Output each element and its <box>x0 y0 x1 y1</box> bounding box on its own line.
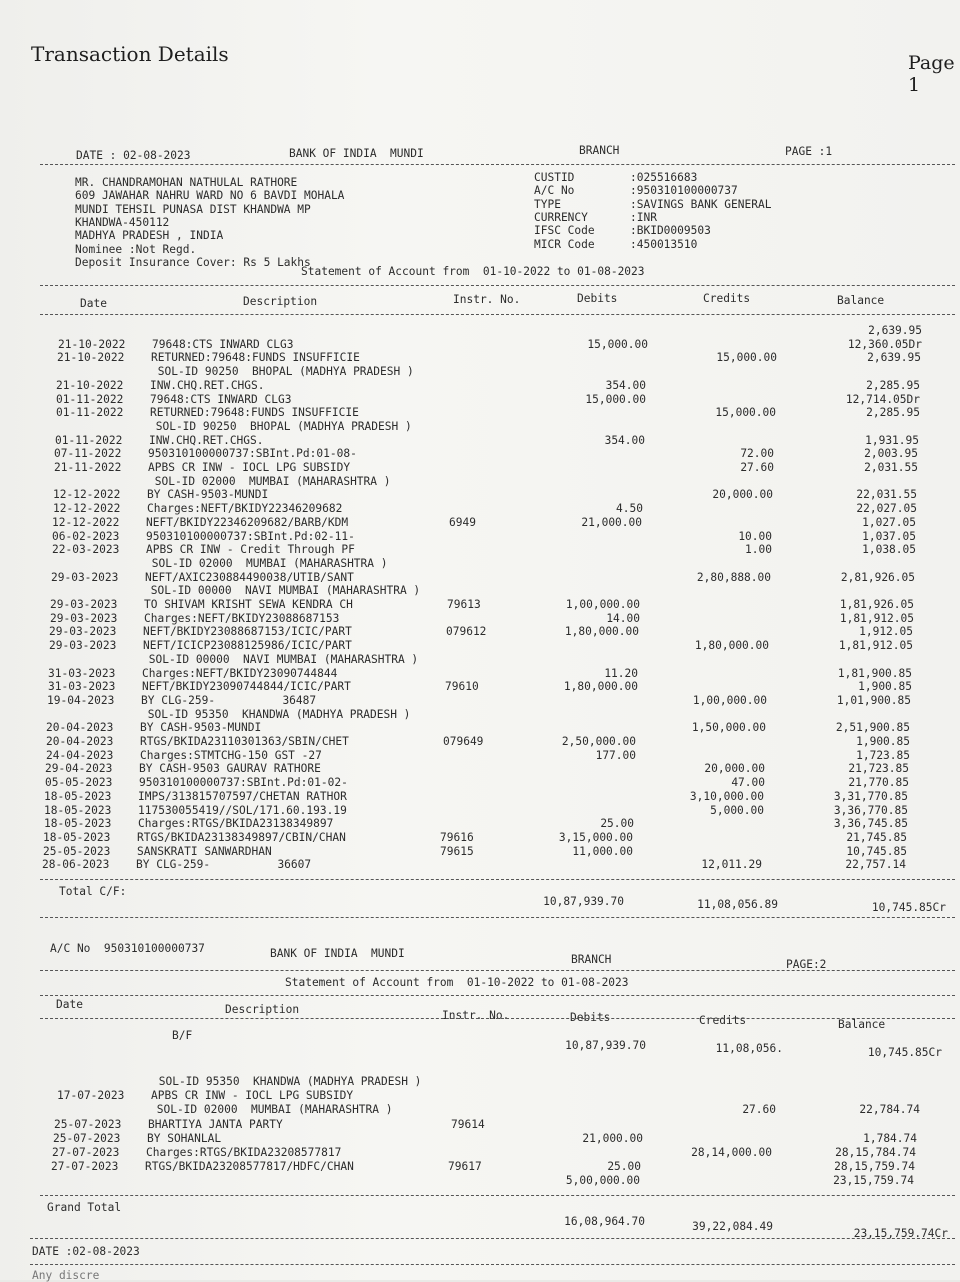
cell-description: BY CASH-9503-MUNDI <box>147 488 269 502</box>
cell-credit: 5,000.00 <box>710 803 764 817</box>
cell-balance: 21,745.85 <box>846 830 907 844</box>
cell-debit: 25.00 <box>600 817 634 831</box>
cell-balance: 22,757.14 <box>845 858 906 872</box>
table-row <box>0 365 959 378</box>
bf-label: B/F <box>172 1029 193 1042</box>
table-row <box>0 639 951 652</box>
divider <box>40 879 955 880</box>
table-row <box>0 845 945 858</box>
table-row <box>0 379 958 392</box>
cell-description: 950310100000737:SBInt.Pd:02-11- <box>146 529 355 543</box>
cell-balance: 2,51,900.85 <box>835 721 910 735</box>
cell-balance: 2,031.55 <box>864 461 918 474</box>
branch-label: BRANCH <box>571 953 612 966</box>
cell-balance: 23,15,759.74 <box>833 1174 914 1188</box>
cell-date: 24-04-2023 <box>46 748 114 762</box>
cell-balance: 28,15,784.74 <box>835 1146 916 1159</box>
col-debits: Debits <box>577 292 618 305</box>
cell-balance: 28,15,759.74 <box>834 1160 915 1174</box>
cell-description: Charges:NEFT/BKIDY23090744844 <box>142 666 338 680</box>
cell-description: SOL-ID 95350 KHANDWA (MADHYA PRADESH ) <box>141 707 411 721</box>
statement-period: Statement of Account from 01-10-2022 to 01-08-2023 <box>301 265 645 278</box>
cell-date: 18-05-2023 <box>44 789 112 803</box>
divider <box>30 1264 955 1265</box>
cell-balance: 22,784.74 <box>859 1103 920 1117</box>
cell-date: 25-07-2023 <box>53 1131 121 1145</box>
cell-credit: 2,80,888.00 <box>696 570 771 584</box>
table-row <box>0 338 960 351</box>
cell-balance: 1,81,900.85 <box>837 666 912 680</box>
cell-description: BHARTIYA JANTA PARTY <box>148 1117 283 1131</box>
cell-balance: 1,81,926.05 <box>839 598 914 611</box>
cell-balance: 2,003.95 <box>864 447 918 461</box>
cell-description: IMPS/313815707597/CHETAN RATHOR <box>138 789 347 803</box>
grand-total-debits: 16,08,964.70 <box>564 1215 645 1228</box>
cell-date: 25-07-2023 <box>54 1117 122 1131</box>
table-row <box>0 1146 954 1159</box>
customer-line: MUNDI TEHSIL PUNASA DIST KHANDWA MP <box>75 203 311 216</box>
cell-date: 18-05-2023 <box>44 817 112 831</box>
table-row <box>0 488 955 501</box>
cell-date: 21-11-2022 <box>54 461 122 474</box>
document-title: Transaction Details <box>31 42 229 66</box>
table-row <box>0 351 959 364</box>
cell-date: 29-04-2023 <box>45 762 113 776</box>
cell-description: APBS CR INW - IOCL LPG SUBSIDY <box>151 1089 354 1103</box>
cell-balance: 1,900.85 <box>858 680 912 694</box>
table-row <box>0 1075 960 1088</box>
cell-description: BY SOHANLAL <box>147 1131 222 1145</box>
customer-line: Deposit Insurance Cover: Rs 5 Lakhs <box>75 256 311 269</box>
cell-description: Charges:NEFT/BKIDY23088687153 <box>144 611 340 625</box>
cell-instr-no: 79610 <box>445 680 479 694</box>
cell-credit: 27.60 <box>742 1103 776 1117</box>
cell-date: 29-03-2023 <box>49 639 117 653</box>
customer-line: Nominee :Not Regd. <box>75 243 197 256</box>
acct-label: CUSTID <box>534 171 575 184</box>
cell-balance: 21,723.85 <box>848 762 909 776</box>
cell-date: 29-03-2023 <box>49 625 117 639</box>
divider <box>40 1018 955 1019</box>
table-row <box>0 584 952 597</box>
acct-label: A/C No <box>534 184 575 197</box>
cell-description: Charges:STMTCHG-150 GST -27 <box>140 748 322 762</box>
table-row <box>0 749 948 762</box>
table-row <box>0 653 950 666</box>
cell-balance: 2,81,926.05 <box>840 570 915 584</box>
acct-label: TYPE <box>534 198 561 211</box>
page-label: Page 1 <box>908 52 955 96</box>
cell-balance: 1,037.05 <box>862 529 916 543</box>
table-row <box>0 447 956 460</box>
cell-balance: 1,931.95 <box>865 433 919 447</box>
table-row <box>0 475 956 488</box>
total-balance: 10,745.85Cr <box>871 901 946 914</box>
cell-balance: 12,360.05Dr <box>847 337 922 351</box>
cell-description: SOL-ID 02000 MUMBAI (MAHARASHTRA ) <box>145 556 388 570</box>
cell-date: 21-10-2022 <box>57 351 125 365</box>
cell-balance: 21,770.85 <box>848 776 909 790</box>
acct-label: CURRENCY <box>534 211 588 224</box>
cell-description: BY CASH-9503-MUNDI <box>140 721 262 735</box>
cell-debit: 1,80,000.00 <box>564 625 639 639</box>
cell-debit: 15,000.00 <box>585 392 646 406</box>
cell-debit: 3,15,000.00 <box>558 830 633 844</box>
table-row <box>0 762 947 775</box>
cell-instr-no: 79615 <box>440 844 474 858</box>
customer-line: MADHYA PRADESH , INDIA <box>75 229 224 242</box>
cell-description: SOL-ID 90250 BHOPAL (MADHYA PRADESH ) <box>149 419 412 433</box>
cell-credit: 1,80,000.00 <box>694 639 769 653</box>
total-credits: 11,08,056.89 <box>697 898 778 911</box>
cell-description: 79648:CTS INWARD CLG3 <box>152 337 294 351</box>
customer-line: KHANDWA-450112 <box>75 216 170 229</box>
cell-date: 12-12-2022 <box>53 488 121 502</box>
cell-balance: 22,027.05 <box>856 502 917 516</box>
cell-balance: 1,027.05 <box>862 515 916 529</box>
divider <box>40 917 955 918</box>
cell-date: 31-03-2023 <box>48 680 116 694</box>
cell-credit: 20,000.00 <box>712 488 773 502</box>
cell-date: 05-05-2023 <box>45 776 113 790</box>
table-row <box>0 461 956 474</box>
cell-debit: 354.00 <box>605 378 646 392</box>
cell-credit: 1,00,000.00 <box>692 693 767 707</box>
cell-balance: 2,639.95 <box>868 324 922 337</box>
table-row <box>0 420 957 433</box>
cell-description: TO SHIVAM KRISHT SEWA KENDRA CH <box>144 598 353 611</box>
cell-debit: 11,000.00 <box>572 844 633 858</box>
cell-date: 25-05-2023 <box>43 844 111 858</box>
divider <box>30 1238 955 1239</box>
cell-credit: 15,000.00 <box>716 351 777 365</box>
cell-description: NEFT/BKIDY22346209682/BARB/KDM <box>146 515 349 529</box>
cell-debit: 25.00 <box>607 1160 641 1174</box>
customer-line: MR. CHANDRAMOHAN NATHULAL RATHORE <box>75 176 298 189</box>
page-number: PAGE :1 <box>785 145 833 158</box>
total-debits: 10,87,939.70 <box>543 895 624 908</box>
cell-date: 31-03-2023 <box>48 666 116 680</box>
table-row <box>0 858 944 871</box>
cell-balance: 2,639.95 <box>867 351 921 365</box>
divider <box>40 970 955 971</box>
cell-balance: 2,285.95 <box>866 406 920 420</box>
cell-balance: 3,36,770.85 <box>833 803 908 817</box>
cell-date: 01-11-2022 <box>56 392 124 406</box>
table-row <box>0 790 946 803</box>
cell-balance: 1,01,900.85 <box>836 693 911 707</box>
cell-description: RTGS/BKIDA23138349897/CBIN/CHAN <box>137 830 346 844</box>
divider <box>40 995 955 996</box>
acct-value: :BKID0009503 <box>630 224 711 237</box>
cell-date: 18-05-2023 <box>44 803 112 817</box>
total-cf-label: Total C/F: <box>59 885 127 898</box>
cell-debit: 11.20 <box>604 666 638 680</box>
cell-instr-no: 79613 <box>447 598 481 611</box>
table-row <box>0 516 954 529</box>
cell-date: 17-07-2023 <box>57 1089 125 1103</box>
cell-description: RETURNED:79648:FUNDS INSUFFICIE <box>150 406 359 420</box>
col-instr: Instr. No. <box>453 293 521 306</box>
cell-date: 27-07-2023 <box>52 1146 120 1159</box>
divider <box>40 285 955 286</box>
table-row <box>0 393 958 406</box>
cell-date: 29-03-2023 <box>51 570 119 584</box>
cell-date: 21-10-2022 <box>56 378 124 392</box>
footer-date: DATE :02-08-2023 <box>32 1245 140 1258</box>
acct-value: :SAVINGS BANK GENERAL <box>630 198 772 211</box>
col-balance: Balance <box>837 294 885 307</box>
divider <box>40 164 955 165</box>
cell-debit: 354.00 <box>604 433 645 447</box>
page-number: PAGE:2 <box>786 958 827 971</box>
cell-balance: 2,285.95 <box>866 378 920 392</box>
cell-date: 07-11-2022 <box>54 447 122 461</box>
cell-balance: 3,36,745.85 <box>833 817 908 831</box>
cell-description: SOL-ID 02000 MUMBAI (MAHARASHTRA ) <box>148 474 391 488</box>
table-row <box>0 804 946 817</box>
table-row <box>0 1174 952 1187</box>
cell-debit: 15,000.00 <box>587 337 648 351</box>
cell-date: 12-12-2022 <box>53 502 121 516</box>
table-row <box>0 1132 955 1145</box>
table-row <box>0 680 950 693</box>
cell-description: SOL-ID 02000 MUMBAI (MAHARASHTRA ) <box>150 1103 393 1117</box>
cell-credit: 10.00 <box>738 529 772 543</box>
table-row <box>0 1089 959 1102</box>
cell-balance: 1,038.05 <box>862 543 916 557</box>
col-debits: Debits <box>570 1011 611 1024</box>
cell-description: INW.CHQ.RET.CHGS. <box>149 433 264 447</box>
cell-debit: 21,000.00 <box>581 515 642 529</box>
grand-total-credits: 39,22,084.49 <box>692 1220 773 1233</box>
table-row <box>0 1103 958 1116</box>
table-row <box>0 776 947 789</box>
col-date: Date <box>80 297 107 310</box>
cell-description: NEFT/BKIDY23088687153/ICIC/PART <box>143 625 352 639</box>
table-row <box>0 831 945 844</box>
cell-balance: 1,81,912.05 <box>839 611 914 625</box>
bank-name: BANK OF INDIA MUNDI <box>270 947 405 960</box>
cell-description: INW.CHQ.RET.CHGS. <box>150 378 265 392</box>
table-row <box>0 612 952 625</box>
cell-date: 21-10-2022 <box>58 337 126 351</box>
cell-credit: 3,10,000.00 <box>689 789 764 803</box>
footer-note: Any discre <box>32 1269 100 1282</box>
table-row <box>0 543 954 556</box>
cell-date: 27-07-2023 <box>51 1160 119 1174</box>
cell-description: Charges:RTGS/BKIDA23208577817 <box>146 1146 342 1159</box>
cell-date: 18-05-2023 <box>43 830 111 844</box>
table-row <box>0 598 952 611</box>
table-row <box>0 434 957 447</box>
cell-balance: 1,723.85 <box>856 748 910 762</box>
account-number: A/C No 950310100000737 <box>50 942 205 955</box>
customer-line: 609 JAWAHAR NAHRU WARD NO 6 BAVDI MOHALA <box>75 189 345 202</box>
cell-description: NEFT/ICICP23088125986/ICIC/PART <box>143 639 352 653</box>
cell-description: Charges:RTGS/BKIDA23138349897 <box>138 817 334 831</box>
cell-description: 950310100000737:SBInt.Pd:01-02- <box>139 776 348 790</box>
col-date: Date <box>56 998 83 1011</box>
cell-description: Charges:NEFT/BKIDY22346209682 <box>147 502 343 516</box>
acct-label: MICR Code <box>534 238 595 251</box>
table-row <box>0 557 953 570</box>
branch-label: BRANCH <box>579 144 620 157</box>
table-row <box>0 406 958 419</box>
cell-description: BY CLG-259- 36487 <box>141 693 317 707</box>
cell-instr-no: 79614 <box>451 1117 485 1131</box>
table-row <box>0 817 946 830</box>
acct-value: :INR <box>630 211 657 224</box>
cell-debit: 2,50,000.00 <box>561 735 636 748</box>
cell-date: 20-04-2023 <box>46 735 114 748</box>
cell-instr-no: 79617 <box>448 1160 482 1174</box>
table-row <box>0 530 954 543</box>
cell-description: 117530055419//SOL/171.60.193.19 <box>138 803 347 817</box>
cell-date: 29-03-2023 <box>50 611 118 625</box>
cell-description: SANSKRATI SANWARDHAN <box>137 844 272 858</box>
cell-credit: 47.00 <box>731 776 765 790</box>
cell-credit: 15,000.00 <box>715 406 776 420</box>
divider <box>40 1195 955 1196</box>
cell-debit: 177.00 <box>595 748 636 762</box>
cell-balance: 10,745.85 <box>846 844 907 858</box>
cell-balance: 1,900.85 <box>856 735 910 748</box>
statement-date: DATE : 02-08-2023 <box>76 149 191 162</box>
table-row <box>0 721 948 734</box>
cell-description: SOL-ID 90250 BHOPAL (MADHYA PRADESH ) <box>151 365 414 379</box>
col-instr: Instr. No. <box>442 1009 510 1022</box>
cell-debit: 4.50 <box>616 502 643 516</box>
cell-credit: 72.00 <box>740 447 774 461</box>
cell-balance: 1,912.05 <box>859 625 913 639</box>
cell-debit: 21,000.00 <box>582 1131 643 1145</box>
table-row <box>0 667 950 680</box>
cell-debit: 14.00 <box>606 611 640 625</box>
cell-balance: 22,031.55 <box>856 488 917 502</box>
grand-total-balance: 23,15,759.74Cr <box>853 1227 948 1240</box>
bf-debits: 10,87,939.70 <box>565 1039 646 1052</box>
cell-debit: 1,80,000.00 <box>563 680 638 694</box>
cell-date: 12-12-2022 <box>52 515 120 529</box>
table-row <box>0 625 951 638</box>
statement-period: Statement of Account from 01-10-2022 to 01-08-2023 <box>285 976 629 989</box>
cell-description: SOL-ID 00000 NAVI MUMBAI (MAHARASHTRA ) <box>144 584 421 598</box>
cell-date: 01-11-2022 <box>56 406 124 420</box>
col-credits: Credits <box>699 1014 747 1027</box>
cell-description: SOL-ID 00000 NAVI MUMBAI (MAHARASHTRA ) <box>142 652 419 666</box>
table-row <box>0 571 953 584</box>
acct-value: :025516683 <box>630 171 698 184</box>
divider <box>40 314 955 315</box>
cell-instr-no: 079649 <box>443 735 484 748</box>
bf-balance: 10,745.85Cr <box>867 1046 942 1059</box>
col-description: Description <box>243 295 318 308</box>
col-credits: Credits <box>703 292 751 305</box>
acct-value: :950310100000737 <box>630 184 738 197</box>
acct-value: :450013510 <box>630 238 698 251</box>
cell-description: RTGS/BKIDA23110301363/SBIN/CHET <box>140 735 349 748</box>
cell-description: NEFT/AXIC230884490038/UTIB/SANT <box>145 570 354 584</box>
cell-credit: 12,011.29 <box>701 858 762 872</box>
bf-credits: 11,08,056. <box>715 1042 783 1055</box>
col-description: Description <box>225 1003 300 1016</box>
cell-description: SOL-ID 95350 KHANDWA (MADHYA PRADESH ) <box>152 1075 422 1088</box>
bank-name: BANK OF INDIA MUNDI <box>289 147 424 160</box>
cell-date: 22-03-2023 <box>52 543 120 557</box>
cell-description: BY CLG-259- 36607 <box>136 858 312 872</box>
table-row <box>0 708 949 721</box>
cell-date: 29-03-2023 <box>50 598 118 611</box>
cell-description: APBS CR INW - Credit Through PF <box>146 543 355 557</box>
cell-instr-no: 6949 <box>449 515 476 529</box>
cell-date: 19-04-2023 <box>47 693 115 707</box>
table-row <box>0 1160 953 1173</box>
cell-date: 28-06-2023 <box>42 858 110 872</box>
cell-credit: 1.00 <box>745 543 772 557</box>
cell-date: 06-02-2023 <box>52 529 120 543</box>
cell-description: APBS CR INW - IOCL LPG SUBSIDY <box>148 461 351 474</box>
cell-balance: 12,714.05Dr <box>845 392 920 406</box>
cell-debit: 1,00,000.00 <box>565 598 640 611</box>
cell-description: RTGS/BKIDA23208577817/HDFC/CHAN <box>145 1160 354 1174</box>
acct-label: IFSC Code <box>534 224 595 237</box>
cell-description: 950310100000737:SBInt.Pd:01-08- <box>148 447 357 461</box>
cell-instr-no: 079612 <box>446 625 487 639</box>
cell-balance: 1,784.74 <box>863 1131 917 1145</box>
table-row <box>0 694 949 707</box>
cell-date: 20-04-2023 <box>46 721 114 735</box>
table-row <box>0 324 960 337</box>
cell-description: BY CASH-9503 GAURAV RATHORE <box>139 762 321 776</box>
cell-credit: 27.60 <box>740 461 774 474</box>
cell-description: NEFT/BKIDY23090744844/ICIC/PART <box>142 680 351 694</box>
cell-description: RETURNED:79648:FUNDS INSUFFICIE <box>151 351 360 365</box>
cell-balance: 3,31,770.85 <box>833 789 908 803</box>
table-row <box>0 1118 956 1131</box>
cell-balance: 1,81,912.05 <box>838 639 913 653</box>
cell-debit: 5,00,000.00 <box>565 1174 640 1188</box>
grand-total-label: Grand Total <box>47 1201 122 1214</box>
cell-credit: 1,50,000.00 <box>691 721 766 735</box>
table-row <box>0 502 955 515</box>
cell-date: 01-11-2022 <box>55 433 123 447</box>
cell-instr-no: 79616 <box>440 830 474 844</box>
cell-description: 79648:CTS INWARD CLG3 <box>150 392 292 406</box>
cell-credit: 20,000.00 <box>704 762 765 776</box>
table-row <box>0 735 948 748</box>
cell-credit: 28,14,000.00 <box>691 1146 772 1159</box>
col-balance: Balance <box>838 1018 886 1031</box>
